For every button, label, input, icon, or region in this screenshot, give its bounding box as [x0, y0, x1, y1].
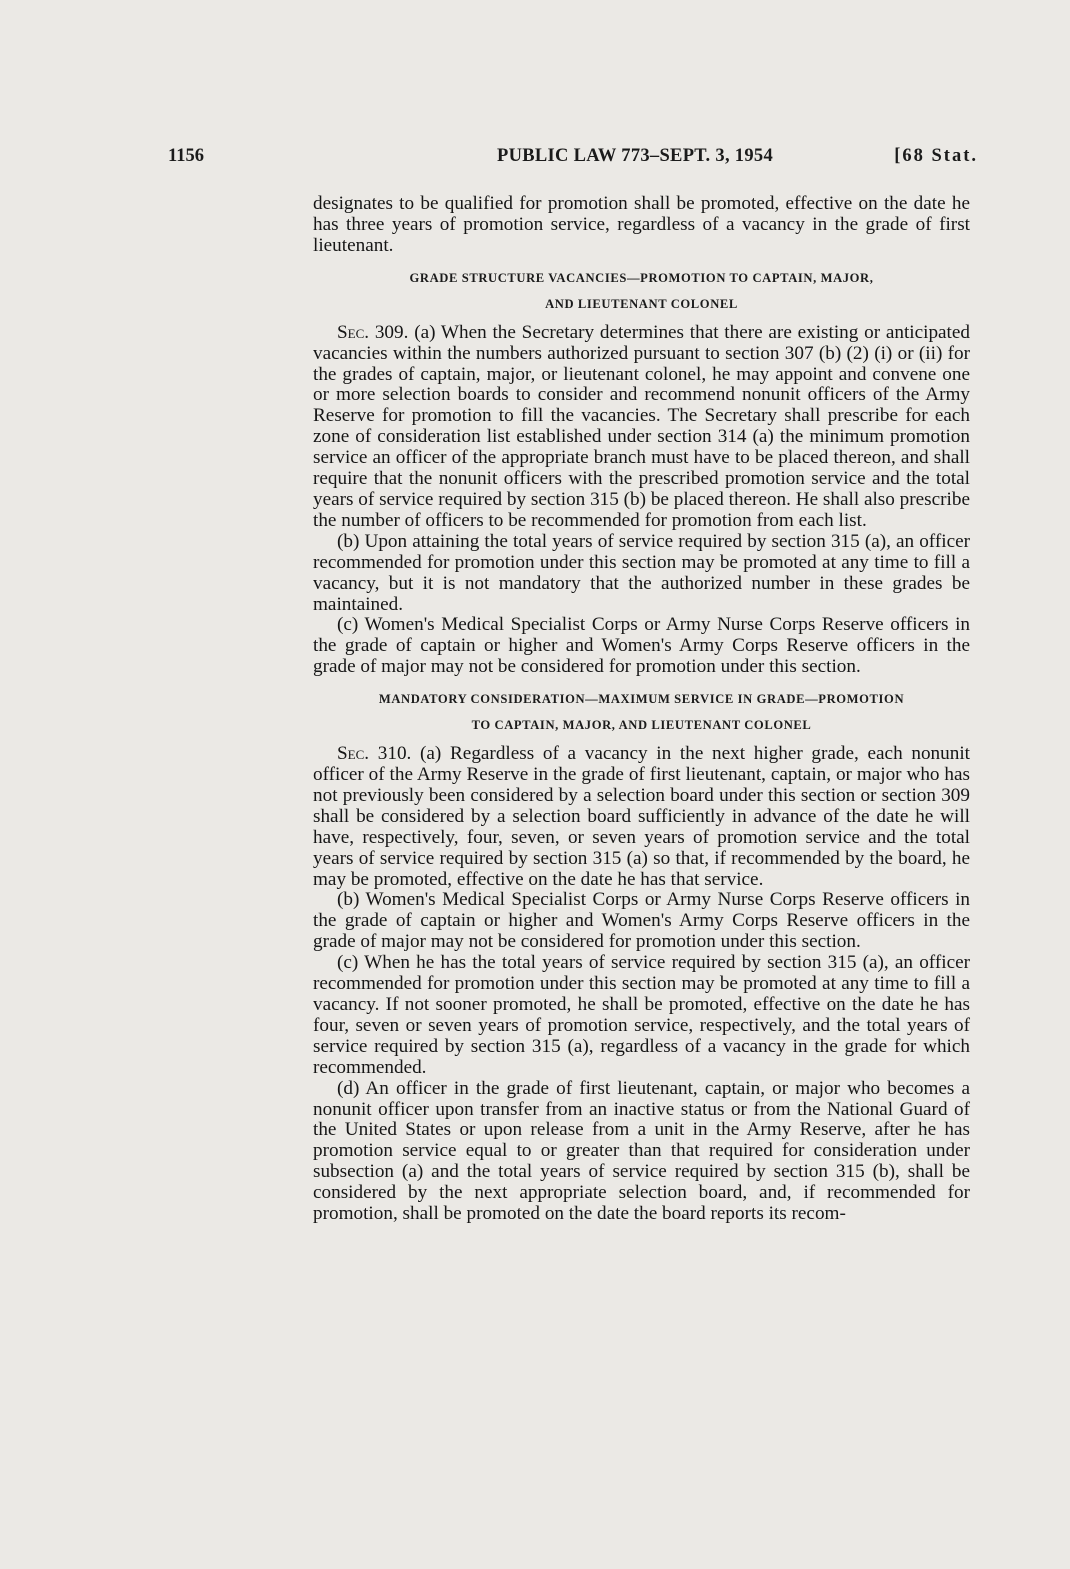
section-heading-309	[313, 265, 970, 317]
paragraph-text: (a) When the Secretary determines that there are existing or anticipated vacancies within the numbers authorized pursuant to section 307 (b) (2) (i) or (ii) for the grades of captain, major, or lieutenant colonel, he may appoint and convene one or more selection boards to consider and recommend nonunit officers of the Army Reserve for promotion to fill the vacancies. The Secretary shall prescribe for each zone of consideration list established under section 314 (a) the minimum promotion service an officer of the appropriate branch must have to be placed thereon, and shall require that the nonunit officers with the prescribed promotion service and the total years of service required by section 315 (b) be placed thereon. He shall also prescribe the number of officers to be recommended for promotion from each list.	[313, 321, 971, 531]
section-310-c: (c) When he has the total years of service required by section 315 (a), an officer recommended for promotion under this section may be promoted at any time to fill a vacancy. If not sooner promoted, he shall be promoted, effective on the date he has four, seven or seven years of promotion service, respectively, and the total years of service required by section 315 (a), regardless of a vacancy in the grade for which recommended.	[313, 952, 970, 1078]
paragraph-text: (a) Regardless of a vacancy in the next higher grade, each nonunit officer of the Army Reserve in the grade of first lieutenant, captain, or major who has not previously been considered by a selection board under this section or section 309 shall be considered by a selection board sufficiently in advance of the date he will have, respectively, four, seven, or seven years of promotion service and the total years of service required by section 315 (a) so that, if recommended by the board, he may be promoted, effective on the date he has that service.	[313, 743, 970, 890]
section-309-a	[313, 323, 970, 532]
section-310-b: (b) Women's Medical Specialist Corps or Army Nurse Corps Reserve officers in the grade of captain or higher and Women's Army Corps Reserve officers in the grade of major may not be considered for promotion under this section.	[313, 889, 970, 953]
heading-line: AND LIEUTENANT COLONEL	[545, 296, 738, 311]
section-309-c: (c) Women's Medical Specialist Corps or Army Nurse Corps Reserve officers in the grade of captain or higher and Women's Army Corps Reserve officers in the grade of major may not be considered for promotion under this section.	[313, 614, 970, 678]
body-text	[313, 194, 970, 1225]
heading-line: MANDATORY CONSIDERATION—MAXIMUM SERVICE IN GRADE—PROMOTION	[378, 692, 905, 707]
statute-reference: [68 Stat.	[894, 146, 978, 166]
page-header	[168, 146, 978, 170]
heading-line: GRADE STRUCTURE VACANCIES—PROMOTION TO CAPTAIN, MAJOR,	[409, 270, 874, 285]
section-label: Sec. 309.	[337, 321, 409, 343]
continued-paragraph: designates to be qualified for promotion shall be promoted, effective on the date he has three years of promotion service, regardless of a vacancy in the grade of first lieutenant.	[313, 193, 970, 256]
heading-line: TO CAPTAIN, MAJOR, AND LIEUTENANT COLONEL	[471, 718, 812, 733]
section-310-a	[313, 744, 970, 890]
running-title: PUBLIC LAW 773–SEPT. 3, 1954	[497, 146, 774, 166]
section-309-b: (b) Upon attaining the total years of service required by section 315 (a), an officer recommended for promotion under this section may be promoted at any time to fill a vacancy, but it is not mandatory that the authorized number in these grades be maintained.	[313, 530, 970, 615]
section-label: Sec. 310.	[337, 743, 412, 765]
section-heading-310	[313, 686, 970, 738]
section-310-d: (d) An officer in the grade of first lieutenant, captain, or major who becomes a nonunit officer upon transfer from an inactive status or from the National Guard of the United States or upon release from a unit in the Army Reserve, after he has promotion service equal to or greater than that required for consideration under subsection (a) and the total years of service required by section 315 (b), shall be considered by the next appropriate selection board, and, if recommended for promotion, shall be promoted on the date the board reports its recom-	[313, 1077, 970, 1225]
page-number: 1156	[168, 146, 204, 166]
